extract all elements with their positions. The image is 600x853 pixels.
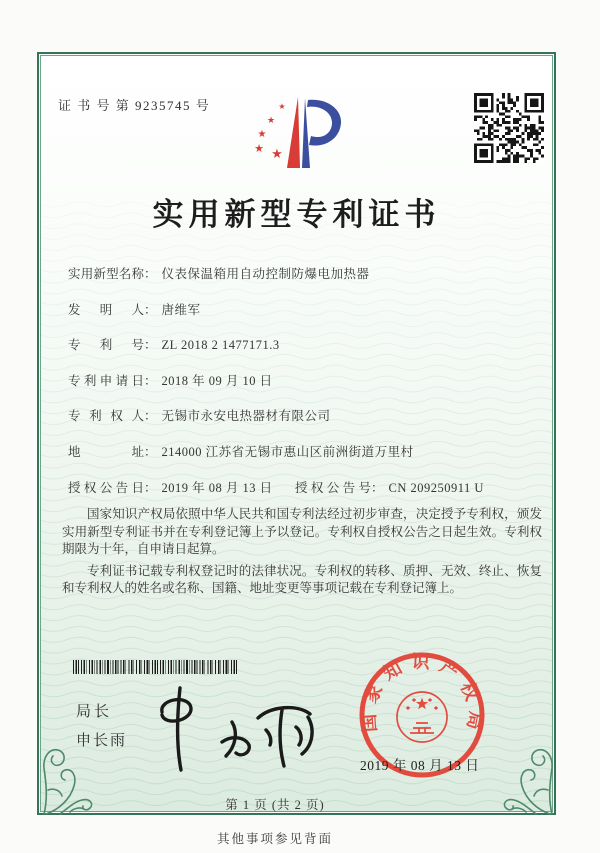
field-row-grant (68, 478, 484, 498)
signature-icon (150, 682, 322, 774)
field-colon: ： (144, 267, 157, 281)
svg-text:★: ★ (266, 116, 276, 126)
field-label: 专利号 (68, 338, 144, 352)
grant-publication (295, 478, 484, 496)
seal-text: 国家知识产权局 (358, 651, 487, 740)
field-label: 专利申请日 (68, 374, 144, 388)
field-label: 地址 (68, 445, 144, 459)
field-colon: ： (144, 338, 157, 352)
field-value: 无锡市永安电热器材有限公司 (161, 409, 331, 423)
field-value: ZL 2018 2 1477171.3 (161, 338, 280, 352)
certificate-number: 证 书 号 第 9235745 号 (58, 98, 211, 113)
field-row-address (68, 442, 414, 462)
field-row-inventor (68, 300, 201, 320)
field-colon: ： (144, 374, 157, 388)
page-number: 第 1 页 (共 2 页) (225, 798, 325, 812)
field-row-name (68, 264, 370, 284)
field-colon: ： (144, 481, 157, 495)
signer-title: 局长 (76, 704, 113, 720)
legal-text-block (62, 506, 542, 598)
field-label: 授权公告号 (295, 481, 371, 495)
svg-text:★: ★ (257, 129, 267, 140)
field-label: 发明人 (68, 303, 144, 317)
field-colon: ： (144, 445, 157, 459)
legal-paragraph-1: 国家知识产权局依照中华人民共和国专利法经过初步审查，决定授予专利权，颁发实用新型专利证书并在专利登记簿上予以登记。专利权自授权公告之日起生效。专利权期限为十年，自申请日起算。 (62, 507, 542, 557)
qr-code-icon (474, 93, 544, 163)
field-row-patentee (68, 406, 331, 426)
svg-text:★: ★ (254, 142, 264, 155)
field-row-patent-no (68, 335, 280, 355)
field-value: 2019 年 08 月 13 日 (161, 481, 273, 495)
field-row-filing-date (68, 371, 273, 391)
svg-text:国家知识产权局 (358, 650, 486, 739)
field-value: 214000 江苏省无锡市惠山区前洲街道万里村 (161, 445, 414, 459)
signer-name: 申长雨 (76, 733, 128, 749)
field-value: 仪表保温箱用自动控制防爆电加热器 (161, 267, 370, 281)
field-label: 实用新型名称 (68, 267, 144, 281)
field-label: 授权公告日 (68, 481, 144, 495)
cnipa-logo-icon (248, 90, 344, 174)
field-label: 专利权人 (68, 409, 144, 423)
svg-text:★: ★ (278, 102, 286, 111)
certificate-title: 实用新型专利证书 (152, 197, 441, 232)
svg-text:★: ★ (271, 147, 283, 162)
field-value: 2018 年 09 月 10 日 (161, 374, 273, 388)
legal-paragraph-2: 专利证书记载专利权登记时的法律状况。专利权的转移、质押、无效、终止、恢复和专利权人的姓名或名称、国籍、地址变更等事项记载在专利登记簿上。 (62, 563, 542, 596)
field-colon: ： (371, 481, 384, 495)
field-value: CN 209250911 U (388, 481, 484, 495)
back-side-note: 其他事项参见背面 (216, 832, 333, 846)
field-colon: ： (144, 409, 157, 423)
field-value: 唐维军 (161, 303, 201, 317)
field-colon: ： (144, 303, 157, 317)
barcode-icon (73, 660, 237, 674)
seal-date: 2019 年 08 月 13 日 (360, 758, 480, 773)
